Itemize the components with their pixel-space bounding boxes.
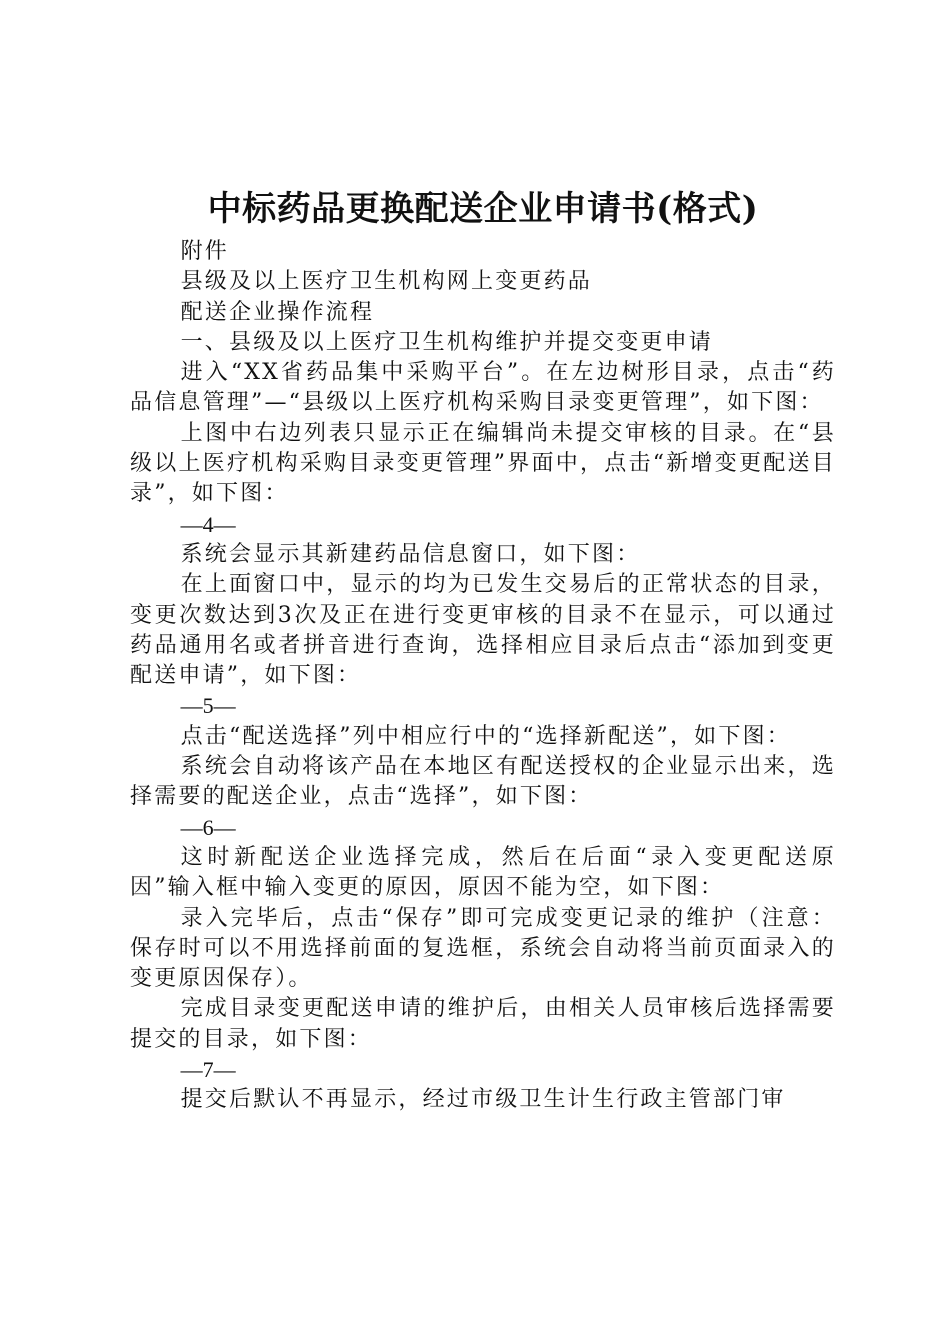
document-page — [130, 183, 836, 1116]
paragraph: 完成目录变更配送申请的维护后，由相关人员审核后选择需要提交的目录，如下图： — [130, 996, 836, 1052]
paragraph: 系统会自动将该产品在本地区有配送授权的企业显示出来，选择需要的配送企业，点击“选择”，如下图： — [130, 754, 836, 810]
page-number: —6— — [180, 814, 236, 840]
paragraph: 点击“配送选择”列中相应行中的“选择新配送”，如下图： — [180, 723, 791, 749]
paragraph-heading-line-2: 配送企业操作流程 — [180, 299, 375, 325]
page-number: —4— — [180, 511, 236, 537]
document-title: 中标药品更换配送企业申请书(格式) — [207, 189, 759, 229]
paragraph: 在上面窗口中，显示的均为已发生交易后的正常状态的目录，变更次数达到3次及正在进行变更审核的目录不在显示，可以通过药品通用名或者拼音进行查询，选择相应目录后点击“添加到变更配送申请”，如下图： — [130, 572, 836, 689]
document-body — [130, 237, 836, 1116]
paragraph: 录入完毕后，点击“保存”即可完成变更记录的维护（注意：保存时可以不用选择前面的复选框，系统会自动将当前页面录入的变更原因保存）。 — [130, 905, 836, 992]
paragraph: 系统会显示其新建药品信息窗口，如下图： — [180, 541, 641, 567]
page-number: —7— — [180, 1057, 236, 1083]
paragraph-attachment: 附件 — [180, 239, 229, 264]
paragraph: 提交后默认不再显示，经过市级卫生计生行政主管部门审 — [180, 1087, 786, 1113]
paragraph: 这时新配送企业选择完成，然后在后面“录入变更配送原因”输入框中输入变更的原因，原因不能为空，如下图： — [130, 844, 836, 901]
paragraph-heading-line-1: 县级及以上医疗卫生机构网上变更药品 — [180, 269, 592, 295]
page-number: —5— — [180, 693, 236, 719]
section-heading-1: 一、县级及以上医疗卫生机构维护并提交变更申请 — [180, 329, 713, 355]
paragraph: 上图中右边列表只显示正在编辑尚未提交审核的目录。在“县级以上医疗机构采购目录变更管理”界面中，点击“新增变更配送目录”，如下图： — [130, 420, 836, 507]
paragraph: 进入“XX省药品集中采购平台”。在左边树形目录，点击“药品信息管理”—“县级以上医疗机构采购目录变更管理”，如下图： — [130, 360, 836, 416]
